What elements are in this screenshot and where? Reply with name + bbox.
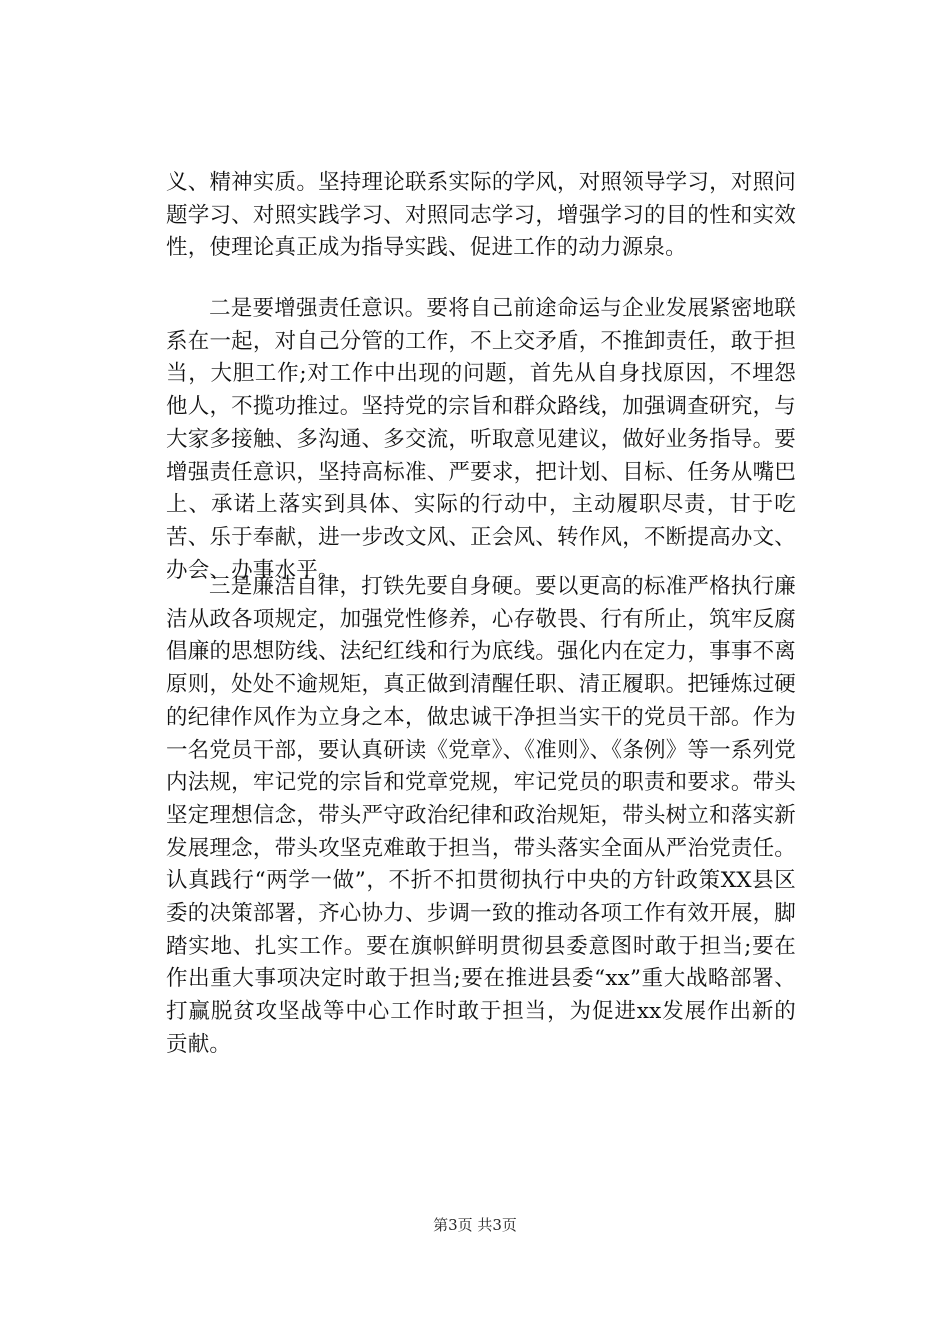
paragraph-responsibility: 二是要增强责任意识。要将自己前途命运与企业发展紧密地联系在一起，对自己分管的工作，不上交矛盾，不推卸责任，敢于担当，大胆工作;对工作中出现的问题，首先从自身找原因，不埋怨他人，不揽功推过。坚持党的宗旨和群众路线，加强调查研究，与大家多接触、多沟通、多交流，听取意见建议，做好业务指导。要增强责任意识，坚持高标准、严要求，把计划、目标、任务从嘴巴上、承诺上落实到具体、实际的行动中，主动履职尽责，甘于吃苦、乐于奉献，进一步改文风、正会风、转作风，不断提高办文、办会、办事水平。 xyxy=(166,296,796,583)
paragraph-continuation: 义、精神实质。坚持理论联系实际的学风，对照领导学习，对照问题学习、对照实践学习、对照同志学习，增强学习的目的性和实效性，使理论真正成为指导实践、促进工作的动力源泉。 xyxy=(166,170,796,261)
paragraph-integrity: 三是廉洁自律，打铁先要自身硬。要以更高的标准严格执行廉洁从政各项规定，加强党性修养，心存敬畏、行有所止，筑牢反腐倡廉的思想防线、法纪红线和行为底线。强化内在定力，事事不离原则，处处不逾规矩，真正做到清醒任职、清正履职。把锤炼过硬的纪律作风作为立身之本，做忠诚干净担当实干的党员干部。作为一名党员干部，要认真研读《党章》、《准则》、《条例》等一系列党内法规，牢记党的宗旨和党章党规，牢记党员的职责和要求。带头坚定理想信念，带头严守政治纪律和政治规矩，带头树立和落实新发展理念，带头攻坚克难敢于担当，带头落实全面从严治党责任。认真践行“两学一做”，不折不扣贯彻执行中央的方针政策XX县区委的决策部署，齐心协力、步调一致的推动各项工作有效开展，脚踏实地、扎实工作。要在旗帜鲜明贯彻县委意图时敢于担当;要在作出重大事项决定时敢于担当;要在推进县委“xx”重大战略部署、打赢脱贫攻坚战等中心工作时敢于担当，为促进xx发展作出新的贡献。 xyxy=(166,574,796,1057)
page-number-footer: 第3页 共3页 xyxy=(433,1216,517,1234)
